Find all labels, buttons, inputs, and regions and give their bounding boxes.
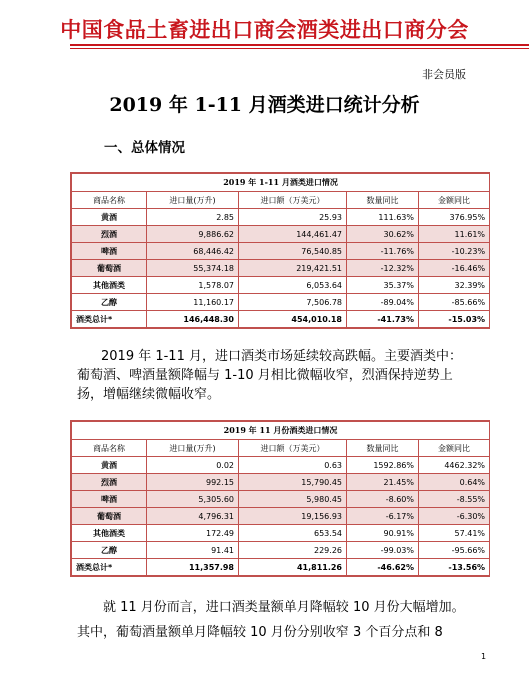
cell: 15,790.45 xyxy=(239,474,347,491)
col-header: 进口量(万升) xyxy=(147,440,239,457)
cell: 90.91% xyxy=(347,525,419,542)
cell: -85.66% xyxy=(419,294,490,311)
table-row xyxy=(72,243,490,260)
col-header: 进口额（万美元） xyxy=(239,192,347,209)
table-total-row xyxy=(72,559,490,576)
paragraph-line: 葡萄酒、啤酒量额降幅与 1-10 月相比微幅收窄，烈酒保持逆势上 xyxy=(77,368,453,383)
paragraph-line: 就 11 月份而言，进口酒类量额单月降幅较 10 月份大幅增加。 xyxy=(103,600,465,615)
row-name: 乙醇 xyxy=(72,294,147,311)
cell: 653.54 xyxy=(239,525,347,542)
org-name: 中国食品土畜进出口商会酒类进出口商分会 xyxy=(60,18,469,42)
col-header: 数量同比 xyxy=(347,192,419,209)
cell: -10.23% xyxy=(419,243,490,260)
cell: 6,053.64 xyxy=(239,277,347,294)
col-header: 金额同比 xyxy=(419,440,490,457)
col-header: 商品名称 xyxy=(72,440,147,457)
row-name: 葡萄酒 xyxy=(72,508,147,525)
table-row xyxy=(72,542,490,559)
cell: 111.63% xyxy=(347,209,419,226)
cell: 76,540.85 xyxy=(239,243,347,260)
table-header-row xyxy=(72,192,490,209)
cell: 30.62% xyxy=(347,226,419,243)
cell: 172.49 xyxy=(147,525,239,542)
table-row xyxy=(72,474,490,491)
col-header: 数量同比 xyxy=(347,440,419,457)
table-header-row xyxy=(72,440,490,457)
paragraph-line: 其中，葡萄酒量额单月降幅较 10 月份分别收窄 3 个百分点和 8 xyxy=(77,625,443,640)
cell: 992.15 xyxy=(147,474,239,491)
table-row xyxy=(72,491,490,508)
cell: -13.56% xyxy=(419,559,490,576)
col-header: 进口额（万美元） xyxy=(239,440,347,457)
cell: 5,980.45 xyxy=(239,491,347,508)
table-row xyxy=(72,260,490,277)
row-name: 烈酒 xyxy=(72,474,147,491)
cell: 21.45% xyxy=(347,474,419,491)
cell: -95.66% xyxy=(419,542,490,559)
table-row xyxy=(72,277,490,294)
cell: 454,010.18 xyxy=(239,311,347,328)
col-header: 进口量(万升) xyxy=(147,192,239,209)
cell: 11,357.98 xyxy=(147,559,239,576)
cell: -99.03% xyxy=(347,542,419,559)
cell: -89.04% xyxy=(347,294,419,311)
cell: 11,160.17 xyxy=(147,294,239,311)
cell: -8.60% xyxy=(347,491,419,508)
table-november xyxy=(70,420,490,577)
paragraph-2-cont xyxy=(77,623,529,642)
table-jan-nov xyxy=(70,172,490,329)
cell: 91.41 xyxy=(147,542,239,559)
row-name: 酒类总计* xyxy=(72,311,147,328)
cell: 0.63 xyxy=(239,457,347,474)
paragraph-line: 2019 年 1-11 月，进口酒类市场延续较高跌幅。主要酒类中： xyxy=(101,349,462,364)
table-caption: 2019 年 1-11 月酒类进口情况 xyxy=(72,174,490,192)
section-heading: 一、总体情况 xyxy=(104,140,185,156)
paragraph-line: 扬，增幅继续微幅收窄。 xyxy=(77,387,221,402)
cell: 1,578.07 xyxy=(147,277,239,294)
cell: -12.32% xyxy=(347,260,419,277)
cell: 35.37% xyxy=(347,277,419,294)
cell: 4,796.31 xyxy=(147,508,239,525)
cell: 2.85 xyxy=(147,209,239,226)
table-row xyxy=(72,525,490,542)
cell: 32.39% xyxy=(419,277,490,294)
row-name: 黄酒 xyxy=(72,209,147,226)
row-name: 其他酒类 xyxy=(72,525,147,542)
cell: 219,421.51 xyxy=(239,260,347,277)
cell: 57.41% xyxy=(419,525,490,542)
page-number: 1 xyxy=(481,652,487,661)
cell: 144,461.47 xyxy=(239,226,347,243)
cell: 19,156.93 xyxy=(239,508,347,525)
table-row xyxy=(72,209,490,226)
cell: 146,448.30 xyxy=(147,311,239,328)
cell: 1592.86% xyxy=(347,457,419,474)
cell: 9,886.62 xyxy=(147,226,239,243)
document-title: 2019 年 1-11 月酒类进口统计分析 xyxy=(109,94,420,116)
row-name: 啤酒 xyxy=(72,243,147,260)
row-name: 烈酒 xyxy=(72,226,147,243)
col-header: 金额同比 xyxy=(419,192,490,209)
header-rule-thick xyxy=(70,44,529,46)
cell: 229.26 xyxy=(239,542,347,559)
cell: 55,374.18 xyxy=(147,260,239,277)
row-name: 乙醇 xyxy=(72,542,147,559)
cell: -41.73% xyxy=(347,311,419,328)
row-name: 葡萄酒 xyxy=(72,260,147,277)
cell: -11.76% xyxy=(347,243,419,260)
cell: -6.17% xyxy=(347,508,419,525)
edition-label: 非会员版 xyxy=(422,68,466,81)
paragraph-1 xyxy=(77,347,529,366)
table-row xyxy=(72,226,490,243)
row-name: 黄酒 xyxy=(72,457,147,474)
cell: -8.55% xyxy=(419,491,490,508)
row-name: 酒类总计* xyxy=(72,559,147,576)
cell: -15.03% xyxy=(419,311,490,328)
cell: 0.64% xyxy=(419,474,490,491)
col-header: 商品名称 xyxy=(72,192,147,209)
cell: -16.46% xyxy=(419,260,490,277)
cell: 376.95% xyxy=(419,209,490,226)
cell: 0.02 xyxy=(147,457,239,474)
table-row xyxy=(72,457,490,474)
table-total-row xyxy=(72,311,490,328)
cell: -46.62% xyxy=(347,559,419,576)
paragraph-2 xyxy=(77,598,529,617)
row-name: 啤酒 xyxy=(72,491,147,508)
paragraph-1-cont xyxy=(77,366,529,404)
cell: 4462.32% xyxy=(419,457,490,474)
cell: 25.93 xyxy=(239,209,347,226)
cell: 68,446.42 xyxy=(147,243,239,260)
table-row xyxy=(72,294,490,311)
table-caption: 2019 年 11 月份酒类进口情况 xyxy=(72,422,490,440)
cell: 11.61% xyxy=(419,226,490,243)
table-row xyxy=(72,508,490,525)
cell: 5,305.60 xyxy=(147,491,239,508)
cell: 41,811.26 xyxy=(239,559,347,576)
cell: 7,506.78 xyxy=(239,294,347,311)
cell: -6.30% xyxy=(419,508,490,525)
header-rule-thin xyxy=(70,48,529,49)
row-name: 其他酒类 xyxy=(72,277,147,294)
